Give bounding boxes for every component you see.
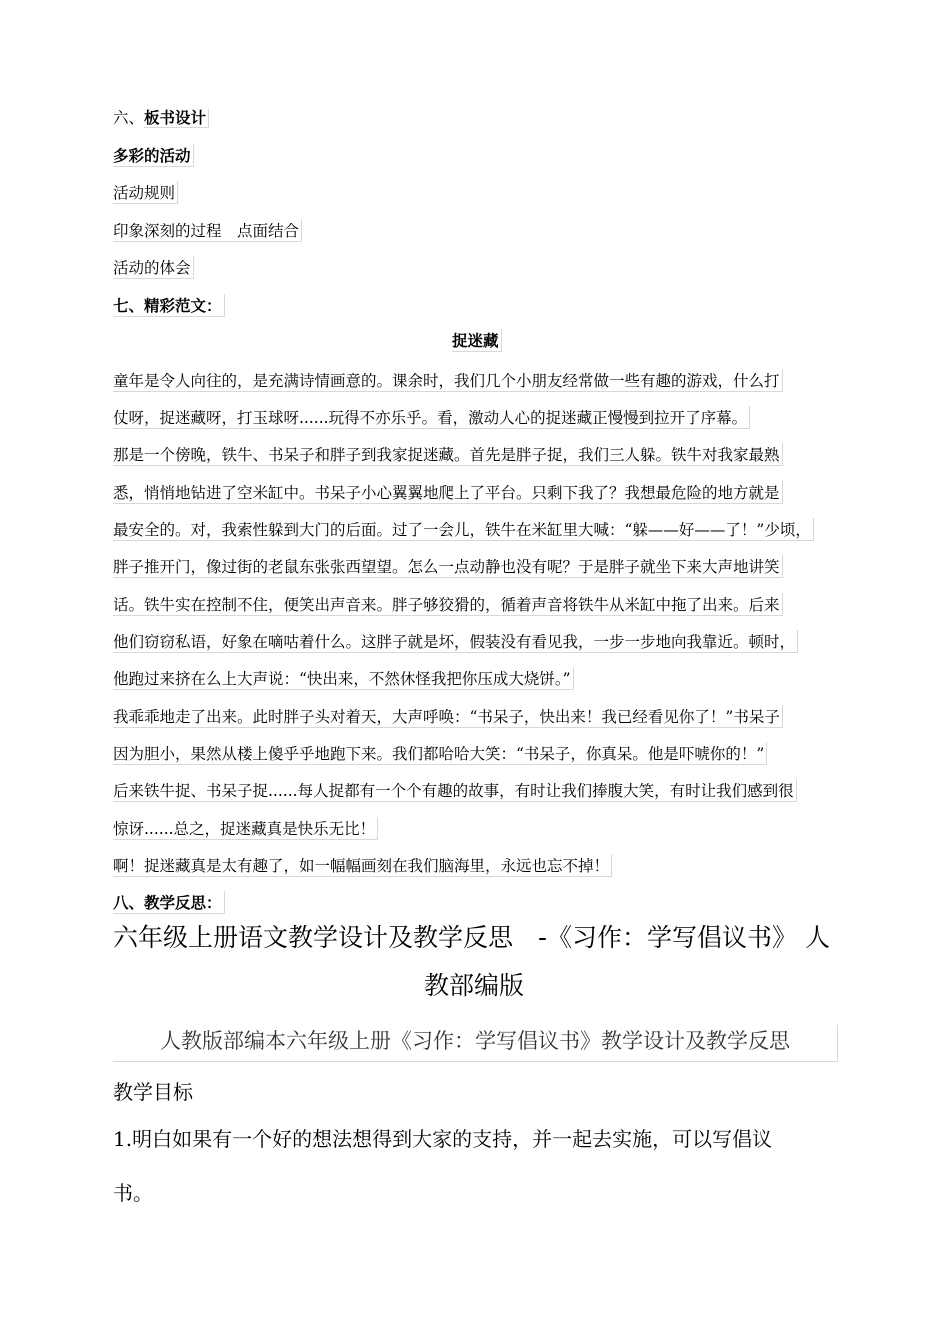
- board-title: 多彩的活动: [113, 144, 194, 167]
- doc-title-line2: 教部编版: [424, 971, 525, 1000]
- essay-line: 童年是令人向往的，是充满诗情画意的。课余时，我们几个小朋友经常做一些有趣的游戏，什么打: [113, 369, 839, 392]
- essay-title: 捉迷藏: [452, 329, 502, 352]
- doc-subtitle: 人教版部编本六年级上册《习作：学写倡议书》教学设计及教学反思: [113, 1025, 838, 1062]
- section6-heading: [113, 106, 209, 128]
- essay-line: 惊讶......总之，捉迷藏真是快乐无比！: [113, 817, 839, 840]
- essay-line: 仗呀，捉迷藏呀，打玉球呀......玩得不亦乐乎。看，激动人心的捉迷藏正慢慢到拉开了序幕。: [113, 406, 839, 429]
- section6-title: 板书设计: [144, 109, 209, 128]
- essay-line: 他们窃窃私语，好象在嘀咕着什么。这胖子就是坏，假装没有看见我，一步一步地向我靠近。顿时，: [113, 630, 839, 653]
- doc-title-line1: 六年级上册语文教学设计及教学反思 -《习作：学写倡议书》 人: [113, 923, 830, 952]
- goal-1-line1: 1.明白如果有一个好的想法想得到大家的支持，并一起去实施，可以写倡议: [113, 1127, 773, 1151]
- essay-line: 话。铁牛实在控制不住，便笑出声音来。胖子够狡猾的，循着声音将铁牛从米缸中拖了出来。后来: [113, 593, 839, 616]
- essay-line: 啊！捉迷藏真是太有趣了，如一幅幅画刻在我们脑海里，永远也忘不掉！: [113, 854, 839, 877]
- essay-line: 我乖乖地走了出来。此时胖子头对着天，大声呼唤：“书呆子，快出来！我已经看见你了！”书呆子: [113, 705, 839, 728]
- essay-line: 他跑过来挤在么上大声说：“快出来，不然休怪我把你压成大烧饼。”: [113, 667, 839, 690]
- section8-heading: 八、教学反思：: [113, 891, 225, 914]
- essay-line: 最安全的。对，我索性躲到大门的后面。过了一会儿，铁牛在米缸里大喊：“躲——好——了！”少顷，: [113, 518, 839, 541]
- goals-heading: 教学目标: [113, 1080, 193, 1104]
- essay-line: 悉，悄悄地钻进了空米缸中。书呆子小心翼翼地爬上了平台。只剩下我了？我想最危险的地方就是: [113, 481, 839, 504]
- goal-1-line2: 书。: [113, 1181, 153, 1205]
- section7-heading: 七、精彩范文：: [113, 294, 225, 317]
- essay-line: 胖子推开门，像过街的老鼠东张张西望望。怎么一点动静也没有呢？于是胖子就坐下来大声地讲笑: [113, 555, 839, 578]
- board-item: 印象深刻的过程 点面结合: [113, 219, 302, 242]
- essay-line: 那是一个傍晚，铁牛、书呆子和胖子到我家捉迷藏。首先是胖子捉，我们三人躲。铁牛对我家最熟: [113, 443, 839, 466]
- section6-prefix: 六、: [113, 109, 145, 127]
- essay-line: 后来铁牛捉、书呆子捉......每人捉都有一个个有趣的故事，有时让我们捧腹大笑，有时让我们感到很: [113, 779, 839, 802]
- essay-line: 因为胆小，果然从楼上傻乎乎地跑下来。我们都哈哈大笑：“书呆子，你真呆。他是吓唬你的！”: [113, 742, 839, 765]
- board-item: 活动的体会: [113, 256, 194, 279]
- board-item: 活动规则: [113, 181, 178, 204]
